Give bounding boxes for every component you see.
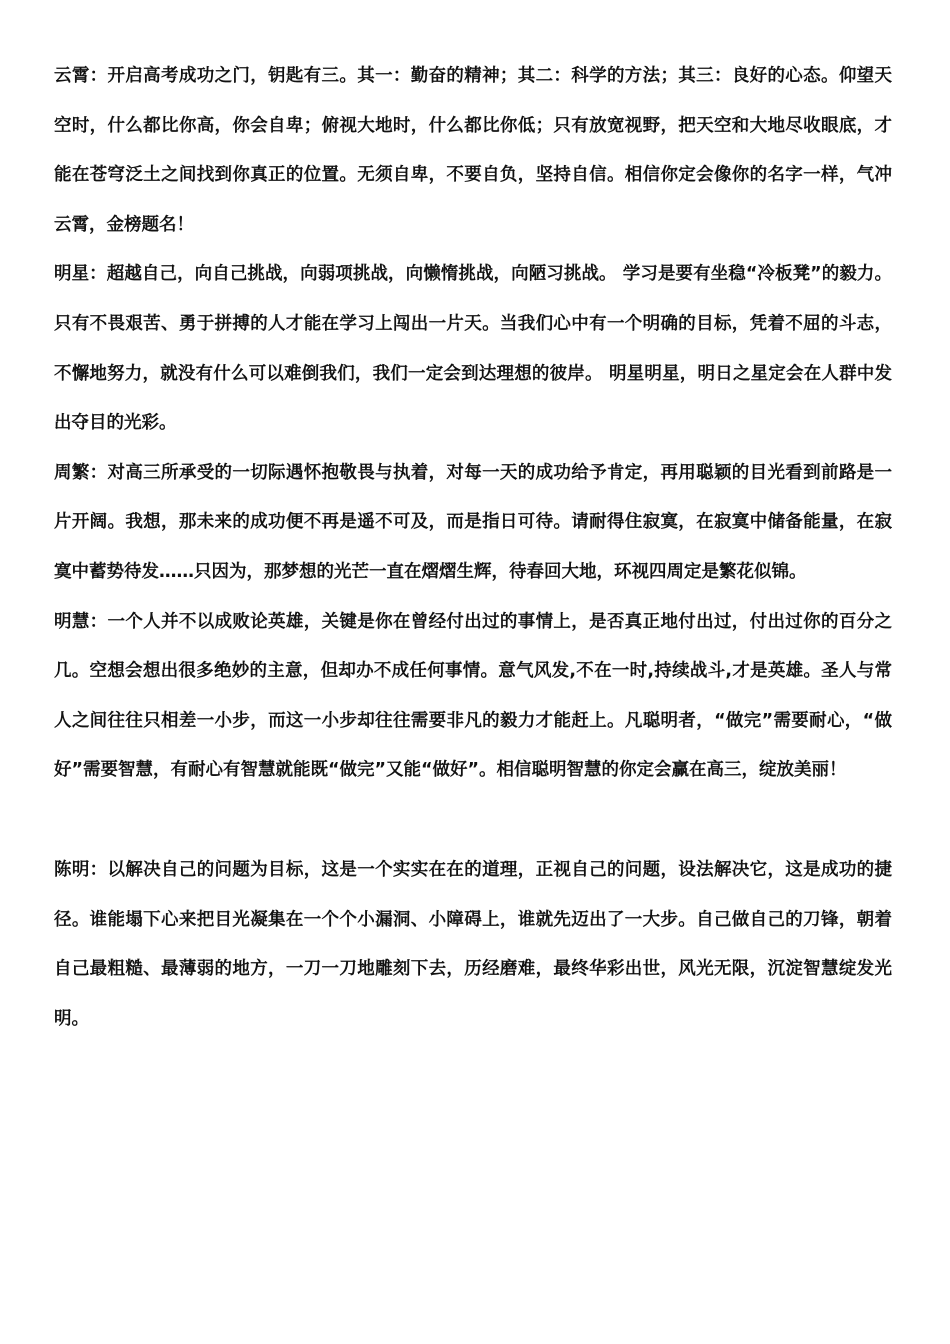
message-mingxing: 明星：超越自己，向自己挑战，向弱项挑战，向懒惰挑战，向陋习挑战。 学习是要有坐稳“冷板凳”的毅力。只有不畏艰苦、勇于拼搏的人才能在学习上闯出一片天。当我们心中有一个明确的目标，凭着不屈的斗志，不懈地努力，就没有什么可以难倒我们，我们一定会到达理想的彼岸。 明星明星，明日之星定会在人群中发出夺目的光彩。	[54, 264, 892, 434]
message-chenming: 陈明：以解决自己的问题为目标，这是一个实实在在的道理，正视自己的问题，设法解决它，这是成功的捷径。谁能塌下心来把目光凝集在一个个小漏洞、小障碍上，谁就先迈出了一大步。自己做自己的刀锋，朝着自己最粗糙、最薄弱的地方，一刀一刀地雕刻下去，历经磨难，最终华彩出世，风光无限，沉淀智慧绽发光明。	[54, 859, 892, 1029]
document-page	[54, 52, 892, 1044]
message-yunxiao: 云霄：开启高考成功之门，钥匙有三。其一：勤奋的精神；其二：科学的方法；其三：良好的心态。仰望天空时，什么都比你高，你会自卑；俯视大地时，什么都比你低；只有放宽视野，把天空和大地尽收眼底，才能在苍穹泛土之间找到你真正的位置。无须自卑，不要自负，坚持自信。相信你定会像你的名字一样，气冲云霄，金榜题名！	[54, 66, 892, 235]
message-zhoufan: 周繁：对高三所承受的一切际遇怀抱敬畏与执着，对每一天的成功给予肯定，再用聪颖的目光看到前路是一片开阔。我想，那未来的成功便不再是遥不可及，而是指日可待。请耐得住寂寞，在寂寞中储备能量，在寂寞中蓄势待发……只因为，那梦想的光芒一直在熠熠生辉，待春回大地，环视四周定是繁花似锦。	[54, 462, 892, 582]
message-minghui: 明慧：一个人并不以成败论英雄，关键是你在曾经付出过的事情上，是否真正地付出过，付出过你的百分之几。空想会想出很多绝妙的主意，但却办不成任何事情。意气风发,不在一时,持续战斗,才是英雄。圣人与常人之间往往只相差一小步，而这一小步却往往需要非凡的毅力才能赶上。凡聪明者，“做完”需要耐心，“做好”需要智慧，有耐心有智慧就能既“做完”又能“做好”。相信聪明智慧的你定会赢在高三，绽放美丽！	[54, 611, 892, 781]
